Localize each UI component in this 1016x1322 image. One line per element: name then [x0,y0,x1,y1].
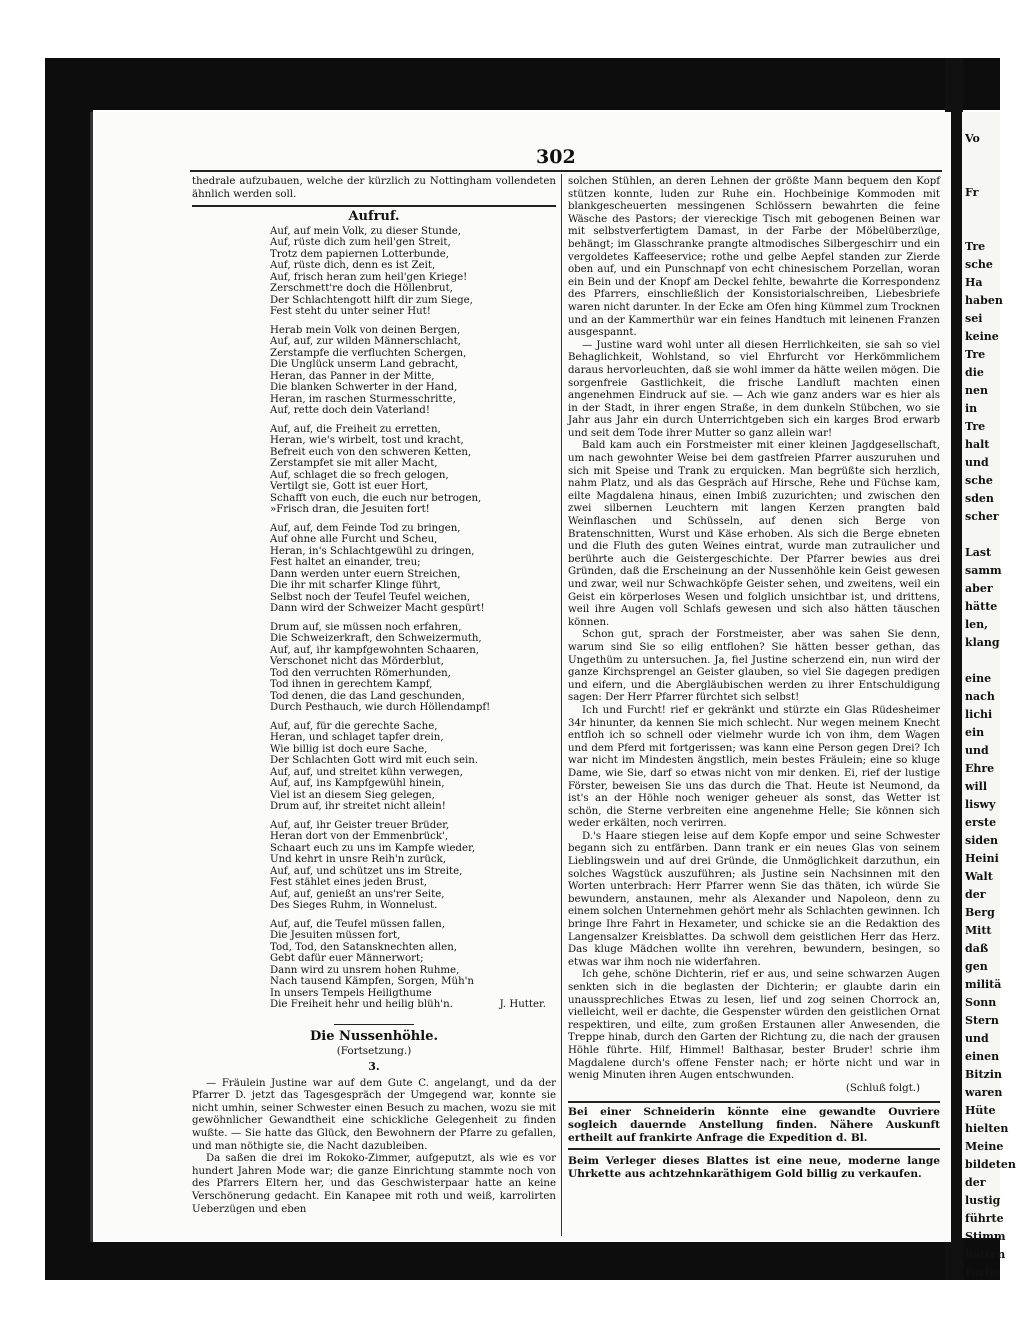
neighbor-page-fragment: samm [965,564,1002,577]
poem-line: Heran dort von der Emmenbrück', [270,831,449,843]
neighbor-page-fragment: will [965,780,988,793]
neighbor-page-fragment: Sonn [965,996,997,1009]
poem-stanza [270,820,546,912]
poem-line: Herab mein Volk von deinen Bergen, [270,324,461,336]
neighbor-page-fragment: ein [965,726,985,739]
poem-line: Auf, schlaget die so frech gelogen, [270,469,449,481]
neighbor-page-fragment: Heini [965,852,999,865]
poem-line: Wie billig ist doch eure Sache, [270,743,428,755]
poem-line: Auf, rüste dich, denn es ist Zeit, [270,260,436,272]
neighbor-page-fragment: Ehre [965,762,995,775]
scan-margin-top [0,0,1000,60]
poem-line: Tod den verruchten Römerhunden, [270,667,451,679]
neighbor-page-fragment [962,220,1000,238]
neighbor-page-fragment: in [965,402,978,415]
poem-line: Dann wird zu unsrem hohen Ruhme, [270,964,460,976]
neighbor-page-fragment [962,166,1000,184]
poem-line: Auf, auf, genießt an uns'rer Seite, [270,888,445,900]
neighbor-page-fragment: hätte [965,600,998,613]
neighbor-page-fragment: Ha [965,276,983,289]
neighbor-page-fragment: liswy [965,798,996,811]
story-paragraph: Bald kam auch ein Forstmeister mit einer kleinen Jagdgesellschaft, um nach gewohnter Weise bei dem gastfreien Pfarrer auszuruhen und sich mit Speise und Trank zu erquicken. Man begrüßte sich herzlich, nahm Platz, und als das Gespräch auf Hirsche, Rehe und Füchse kam, eilte Magdalena hinaus, einen Imbiß zuzurichten; und zwischen den zwei silbernen Leuchtern mit langen Kerzen prangten bald Weinflaschen und Schüsseln, auf denen sich Berge von Bratenschnitten, Wurst und Käse erhoben. Als sich die Berge ebneten und die Fluth des guten Weines eintrat, wurde man zutraulicher und berührte auch die Geistergeschichte. Der Pfarrer bewies aus drei Gründen, daß die Erscheinung an der Nussenhöhle kein Geist gewesen und zwar, weil nur Schwachköpfe Geister sehen, und zweitens, weil ein Geist ein körperloses Wesen und folglich unsichtbar ist, und drittens, weil ihre Augen voll Schlafs gewesen und sich also hätten täuschen können. [568,440,940,628]
neighbor-page-fragment: Stimm [965,1230,1006,1243]
section-rule [192,205,556,207]
poem-line: Auf, auf, und schützet uns im Streite, [270,865,463,877]
poem-line: Tod denen, die das Land geschunden, [270,690,465,702]
poem-line: Schafft von euch, die euch nur betrogen, [270,492,482,504]
neighbor-page-fragment: len, [965,618,989,631]
poem-line: Heran, in's Schlachtgewühl zu dringen, [270,545,475,557]
neighbor-page-fragment: sche [965,258,993,271]
neighbor-page-fragment: einen [965,1050,1000,1063]
poem-line: Befreit euch von den schweren Ketten, [270,446,472,458]
poem-stanza [270,919,546,1000]
poem-line: Schaart euch zu uns im Kampfe wieder, [270,842,476,854]
neighbor-page-fragment: Tre [965,420,986,433]
poem-last-line: Die Freiheit hehr und heilig blüh'n. [270,999,453,1011]
story-paragraph: D.'s Haare stiegen leise auf dem Kopfe empor und seine Schwester begann sich zu entfärben. Dann trank er ein neues Glas von seinem Lieblingswein und auf drei Gründe, die Unmöglichkeit darzuthun, ein solches Wagstück auszuführen; als Justine sein Nachsinnen mit den Worten unterbrach: Herr Pfarrer wenn Sie das thäten, ich würde Sie bewundern, anstaunen, mehr als Alexander und Napoleon, denn zu einem solchen Unternehmen gehört mehr als Schlachten gewinnen. Ich bringe Ihre Fahrt in Hexameter, und schicke sie an die Redaktion des Langensalzer Kreisblattes. Da schwoll dem geistlichen Herr das Herz. Das kluge Mädchen wollte ihn verehren, bewundern, besingen, so etwas war ihm noch nie widerfahren. [568,830,940,968]
poem-line: Fest steht du unter seiner Hut! [270,306,431,318]
poem-line: Dann werden unter euern Streichen, [270,568,461,580]
poem-line: Auf, auf, ihr Geister treuer Brüder, [270,819,450,831]
neighbor-page-fragment: Walt [965,870,993,883]
neighbor-page-fragment: lichi [965,708,993,721]
poem-line: Heran, im raschen Sturmesschritte, [270,393,456,405]
poem-stanza [270,424,546,516]
neighbor-page-fragment: Vo [965,132,980,145]
neighbor-page-fragment: Tre [965,240,986,253]
neighbor-page-fragment: nach [965,690,995,703]
neighbor-page-fragment: Last [965,546,992,559]
neighbor-page-fragment: sche [965,474,993,487]
poem-line: Zerschmett're doch die Höllenbrut, [270,283,453,295]
story-paragraph: Ich und Furcht! rief er gekränkt und stürzte ein Glas Rüdesheimer 34r hinunter, da kennen Sie mich schlecht. Nur wegen meinem Knecht entfloh ich so schnell oder vielmehr wurde ich von ihm, dem Wagen und dem Pferd mit fortgerissen; was kann eine Person gegen Drei? Ich war nicht im Mindesten ängstlich, mein bestes Fräulein; eine so kluge Dame, wie Sie, darf so etwas nicht von mir denken. Ei, rief der lustige Förster, beweisen Sie uns das durch die That. Heute ist Neumond, da ist's an der Höhle noch weniger geheuer als sonst, das Wetter ist schön, die Sterne verbreiten eine angenehme Helle; Sie können sich weder erkälten, noch verirren. [568,704,940,830]
neighbor-page-fragment: und [965,1032,989,1045]
poem-line: »Frisch dran, die Jesuiten fort! [270,504,430,516]
poem-line: Der Schlachten Gott wird mit euch sein. [270,755,479,767]
story-paragraph: — Justine ward wohl unter all diesen Herrlichkeiten, sie sah so viel Behaglichkeit, Wohlstand, so viel Ehrfurcht vor Herkömmlichem daraus hervorleuchten, daß sie wohl immer da hätte weilen mögen. Die sorgenfreie Gastlichkeit, die frische Landluft machten einen angenehmen Eindruck auf sie. — Ach wie ganz anders war es hier als in der Stadt, in ihrer engen Straße, in dem dunkeln Stübchen, wo sie Jahr aus Jahr ein durch Unterrichtgeben sich ein karges Brod erwarb und seit dem Tode ihrer Mutter so ganz allein war! [568,339,940,439]
neighbor-page-fragment: Stern [965,1014,999,1027]
neighbor-page-fragment: Fr [965,186,979,199]
poem-line: Viel ist an diesem Sieg gelegen, [270,789,435,801]
neighbor-page-fragment: hielten [965,1122,1009,1135]
neighbor-page-fragment: waren [965,1086,1003,1099]
poem-line: Und kehrt in unsre Reih'n zurück, [270,854,447,866]
poem-line: Fest stählet eines jeden Brust, [270,877,428,889]
chapter-number: 3. [368,1060,380,1074]
neighbor-page-fragment: Meine [965,1140,1004,1153]
poem-line: Auf, auf, die Freiheit zu erretten, [270,423,441,435]
poem-line: Fest haltet an einander, treu; [270,557,421,569]
poem-signature-row [270,999,546,1012]
neighbor-page-fragment: Mitt [965,924,992,937]
neighbor-page-fragment: klang [965,636,1000,649]
neighbor-page-fragment: sei [965,312,983,325]
poem-line: Tod ihnen in gerechtem Kampf, [270,679,433,691]
neighbor-page-fragment: aber [965,582,993,595]
story-title: Die Nussenhöhle. [309,1028,438,1044]
neighbor-page-fragment [962,112,1000,130]
neighbor-page-fragment: und [965,456,989,469]
poem-line: Des Sieges Ruhm, in Wonnelust. [270,900,438,912]
intro-text: thedrale aufzubauen, welche der kürzlich zu Nottingham vollendeten ähnlich werden soll. [192,176,556,200]
poem-author: J. Hutter. [499,999,546,1011]
neighbor-page-fragment: lustig [965,1194,1001,1207]
story-paragraph: Da saßen die drei im Rokoko-Zimmer, aufgeputzt, als wie es vor hundert Jahren Mode war; die ganze Einrichtung stammte noch von des Pfarrers Eltern her, und das Geschwisterpaar hatte an keine Verschönerung gedacht. Ein Kanapee mit roth und weiß, karrolirten Ueberzügen und eben [192,1153,556,1215]
poem-stanza [270,226,546,318]
column-divider [561,174,562,1236]
poem-line: Auf ohne alle Furcht und Scheu, [270,534,438,546]
poem-line: Auf, auf, die Teufel müssen fallen, [270,918,445,930]
poem-line: Zerstampfe die verfluchten Schergen, [270,347,467,359]
neighbor-page-fragment: militä [965,978,1002,991]
section-rule [334,1024,414,1025]
header-rule [190,170,942,172]
left-column [192,176,556,1216]
neighbor-page-fragment: halt [965,438,990,451]
poem-line: Verschonet nicht das Mörderblut, [270,656,444,668]
neighbor-page-edge [962,112,1016,1279]
poem-line: Heran, das Panner in der Mitte, [270,370,435,382]
neighbor-page-fragment [962,148,1000,166]
scan-border-bottom [45,1238,1006,1280]
story-subtitle: (Fortsetzung.) [336,1045,412,1058]
neighbor-page-fragment: Bitzin [965,1068,1002,1081]
poem-line: Auf, auf mein Volk, zu dieser Stunde, [270,225,461,237]
poem-line: Auf, rüste dich zum heil'gen Streit, [270,237,451,249]
poem-stanza [270,622,546,714]
poem-line: Auf, frisch heran zum heil'gen Kriege! [270,271,468,283]
poem-line: Auf, auf, und streitet kühn verwegen, [270,766,463,778]
neighbor-page-fragment: eine [965,672,992,685]
neighbor-page-fragment: Tre [965,348,986,361]
poem-line: Heran, wie's wirbelt, tost und kracht, [270,435,464,447]
neighbor-page-fragment: Farbe [965,1266,1000,1279]
poem-line: Durch Pesthauch, wie durch Höllendampf! [270,702,491,714]
neighbor-page-fragment: Hüte [965,1104,996,1117]
poem-line: Auf, auf, ihr kampfgewohnten Schaaren, [270,644,479,656]
poem-stanza [270,523,546,615]
poem-line: Selbst noch der Teufel Teufel weichen, [270,591,471,603]
story-paragraph: Ich gehe, schöne Dichterin, rief er aus, und seine schwarzen Augen senkten sich in die beglasten der Dichterin; er glaubte darin ein unaussprechliches Etwas zu lesen, lief und zog seinen Chorrock an, vielleicht, weil er dachte, die Gespenster würden den geistlichen Ornat respektiren, und eilte, zum großen Erstaunen aller Anwesenden, die Treppe hinab, durch den Garten der Richtung zu, die nach der grausen Höhle führte. Hilf, Himmel! Balthasar, bester Bruder! schrie ihm Magdalene durch's offene Fenster nach; er hörte nicht und war in wenig Minuten ihren Augen entschwunden. [568,969,940,1082]
continuation-note: (Schluß folgt.) [845,1082,920,1094]
poem-line: Auf, auf, für die gerechte Sache, [270,720,438,732]
poem-title: Aufruf. [348,209,400,225]
poem-line: Gebt dafür euer Männerwort; [270,953,424,965]
poem-line: Die Schweizerkraft, den Schweizermuth, [270,633,482,645]
poem-line: Heran, und schlaget tapfer drein, [270,732,444,744]
neighbor-page-fragment: nen [965,384,988,397]
poem-line: Nach tausend Kämpfen, Sorgen, Müh'n [270,976,474,988]
story-paragraph: — Fräulein Justine war auf dem Gute C. angelangt, und da der Pfarrer D. jetzt das Tagesgespräch der Umgegend war, konnte sie nicht umhin, seiner Schwester einen Besuch zu machen, wozu sie mit gewöhnlicher Gewandtheit eine schickliche Gelegenheit zu finden wußte. — Sie hatte das Glück, den Bewohnern der Pfarre zu gefallen, und man nöthigte sie, die Nacht dazubleiben. [192,1077,556,1152]
poem-line: In unsers Tempels Heiligthume [270,987,432,999]
poem-line: Die blanken Schwerter in der Hand, [270,382,458,394]
story-paragraph: solchen Stühlen, an deren Lehnen der größte Mann bequem den Kopf stützen konnte, luden zur Ruhe ein. Hochbeinige Kommoden mit blankgescheuerten messingenen Schlössern bewahrten die feine Wäsche des Pastors; der viereckige Tisch mit gebogenen Beinen war mit selbstverfertigtem Damast, in der Farbe der Möbelüberzüge, behängt; im Glasschranke prangte altmodisches Silbergeschirr und ein vergoldetes Kaffeeservice; rothe und gelbe Aepfel standen zur Zierde oben auf, und ein Punschnapf von echt chinesischem Porzellan, woran ein Bein und der Knopf am Deckel fehlte, bewahrte die Korrespondenz des Pfarrers, einschließlich der Konsistorialschreiben, Liebesbriefe waren nicht darunter. In der Ecke am Ofen hing Kümmel zum Trocknen und an der Kammerthür war ein feines Handtuch mit leinenen Franzen ausgespannt. [568,176,940,339]
advertisement: Bei einer Schneiderin könnte eine gewandte Ouvriere sogleich dauernde Anstellung finden. Nähere Auskunft ertheilt auf frankirte Anfrage die Expedition d. Bl. [568,1101,940,1150]
neighbor-page-fragment: sden [965,492,994,505]
neighbor-page-fragment: haben [965,294,1003,307]
poem-line: Dann wird der Schweizer Macht gespürt! [270,603,485,615]
scan-border-top [45,58,1000,110]
poem-line: Auf, auf, dem Feinde Tod zu bringen, [270,522,461,534]
poem-line: Trotz dem papiernen Lotterbunde, [270,248,450,260]
poem-line: Auf, rette doch dein Vaterland! [270,405,430,417]
neighbor-page-fragment: daß [965,942,989,955]
poem-stanza [270,325,546,417]
poem-line: Auf, auf, zur wilden Männerschlacht, [270,336,461,348]
neighbor-page-fragment: der [965,1176,986,1189]
poem-line: Vertilgt sie, Gott ist euer Hort, [270,481,429,493]
poem-line: Die Jesuiten müssen fort, [270,930,401,942]
neighbor-page-fragment: bildeten [965,1158,1016,1171]
poem-line: Auf, auf, ins Kampfgewühl hinein, [270,778,445,790]
story-paragraph: Schon gut, sprach der Forstmeister, aber was sahen Sie denn, warum sind Sie so eilig entflohen? Sie hätten besser gethan, das Ungethüm zu untersuchen. Ja, fiel Justine scherzend ein, nun wird der ganze Kirchsprengel an Geister glauben, so viel Sie dagegen predigen und eifern, und die Abergläubischen werden zu ihrer Entschuldigung sagen: Der Herr Pfarrer fürchtet sich selbst! [568,629,940,704]
poem-line: Die Unglück unserm Land gebracht, [270,359,459,371]
neighbor-page-fragment [962,652,1000,670]
poem-stanza [270,721,546,813]
poem-line: Die ihr mit scharfer Klinge führt, [270,580,441,592]
scan-border-left [45,58,93,1280]
poem-line: Zerstampfet sie mit aller Macht, [270,458,438,470]
page-number: 302 [536,146,576,168]
poem [270,226,546,1000]
poem-line: Der Schlachtengott hilft dir zum Siege, [270,294,473,306]
advertisement: Beim Verleger dieses Blattes ist eine neue, moderne lange Uhrkette aus achtzehnkaräthigem Gold billig zu verkaufen. [568,1155,940,1181]
neighbor-page-fragment: scher [965,510,999,523]
neighbor-page-fragment: keine [965,330,999,343]
neighbor-page-fragment: hätten [965,1248,1006,1261]
neighbor-page-fragment: der [965,888,986,901]
poem-line: Drum auf, sie müssen noch erfahren, [270,621,462,633]
neighbor-page-fragment: erste [965,816,997,829]
right-column [568,176,940,1181]
poem-line: Tod, Tod, den Satansknechten allen, [270,941,457,953]
neighbor-page-fragment [962,526,1000,544]
neighbor-page-fragment: die [965,366,984,379]
neighbor-page-fragment: gen [965,960,988,973]
neighbor-page-fragment: führte [965,1212,1004,1225]
neighbor-page-fragment: und [965,744,989,757]
neighbor-page-fragment: siden [965,834,999,847]
neighbor-page-fragment: Berg [965,906,995,919]
neighbor-page-fragment [962,202,1000,220]
poem-line: Drum auf, ihr streitet nicht allein! [270,801,446,813]
